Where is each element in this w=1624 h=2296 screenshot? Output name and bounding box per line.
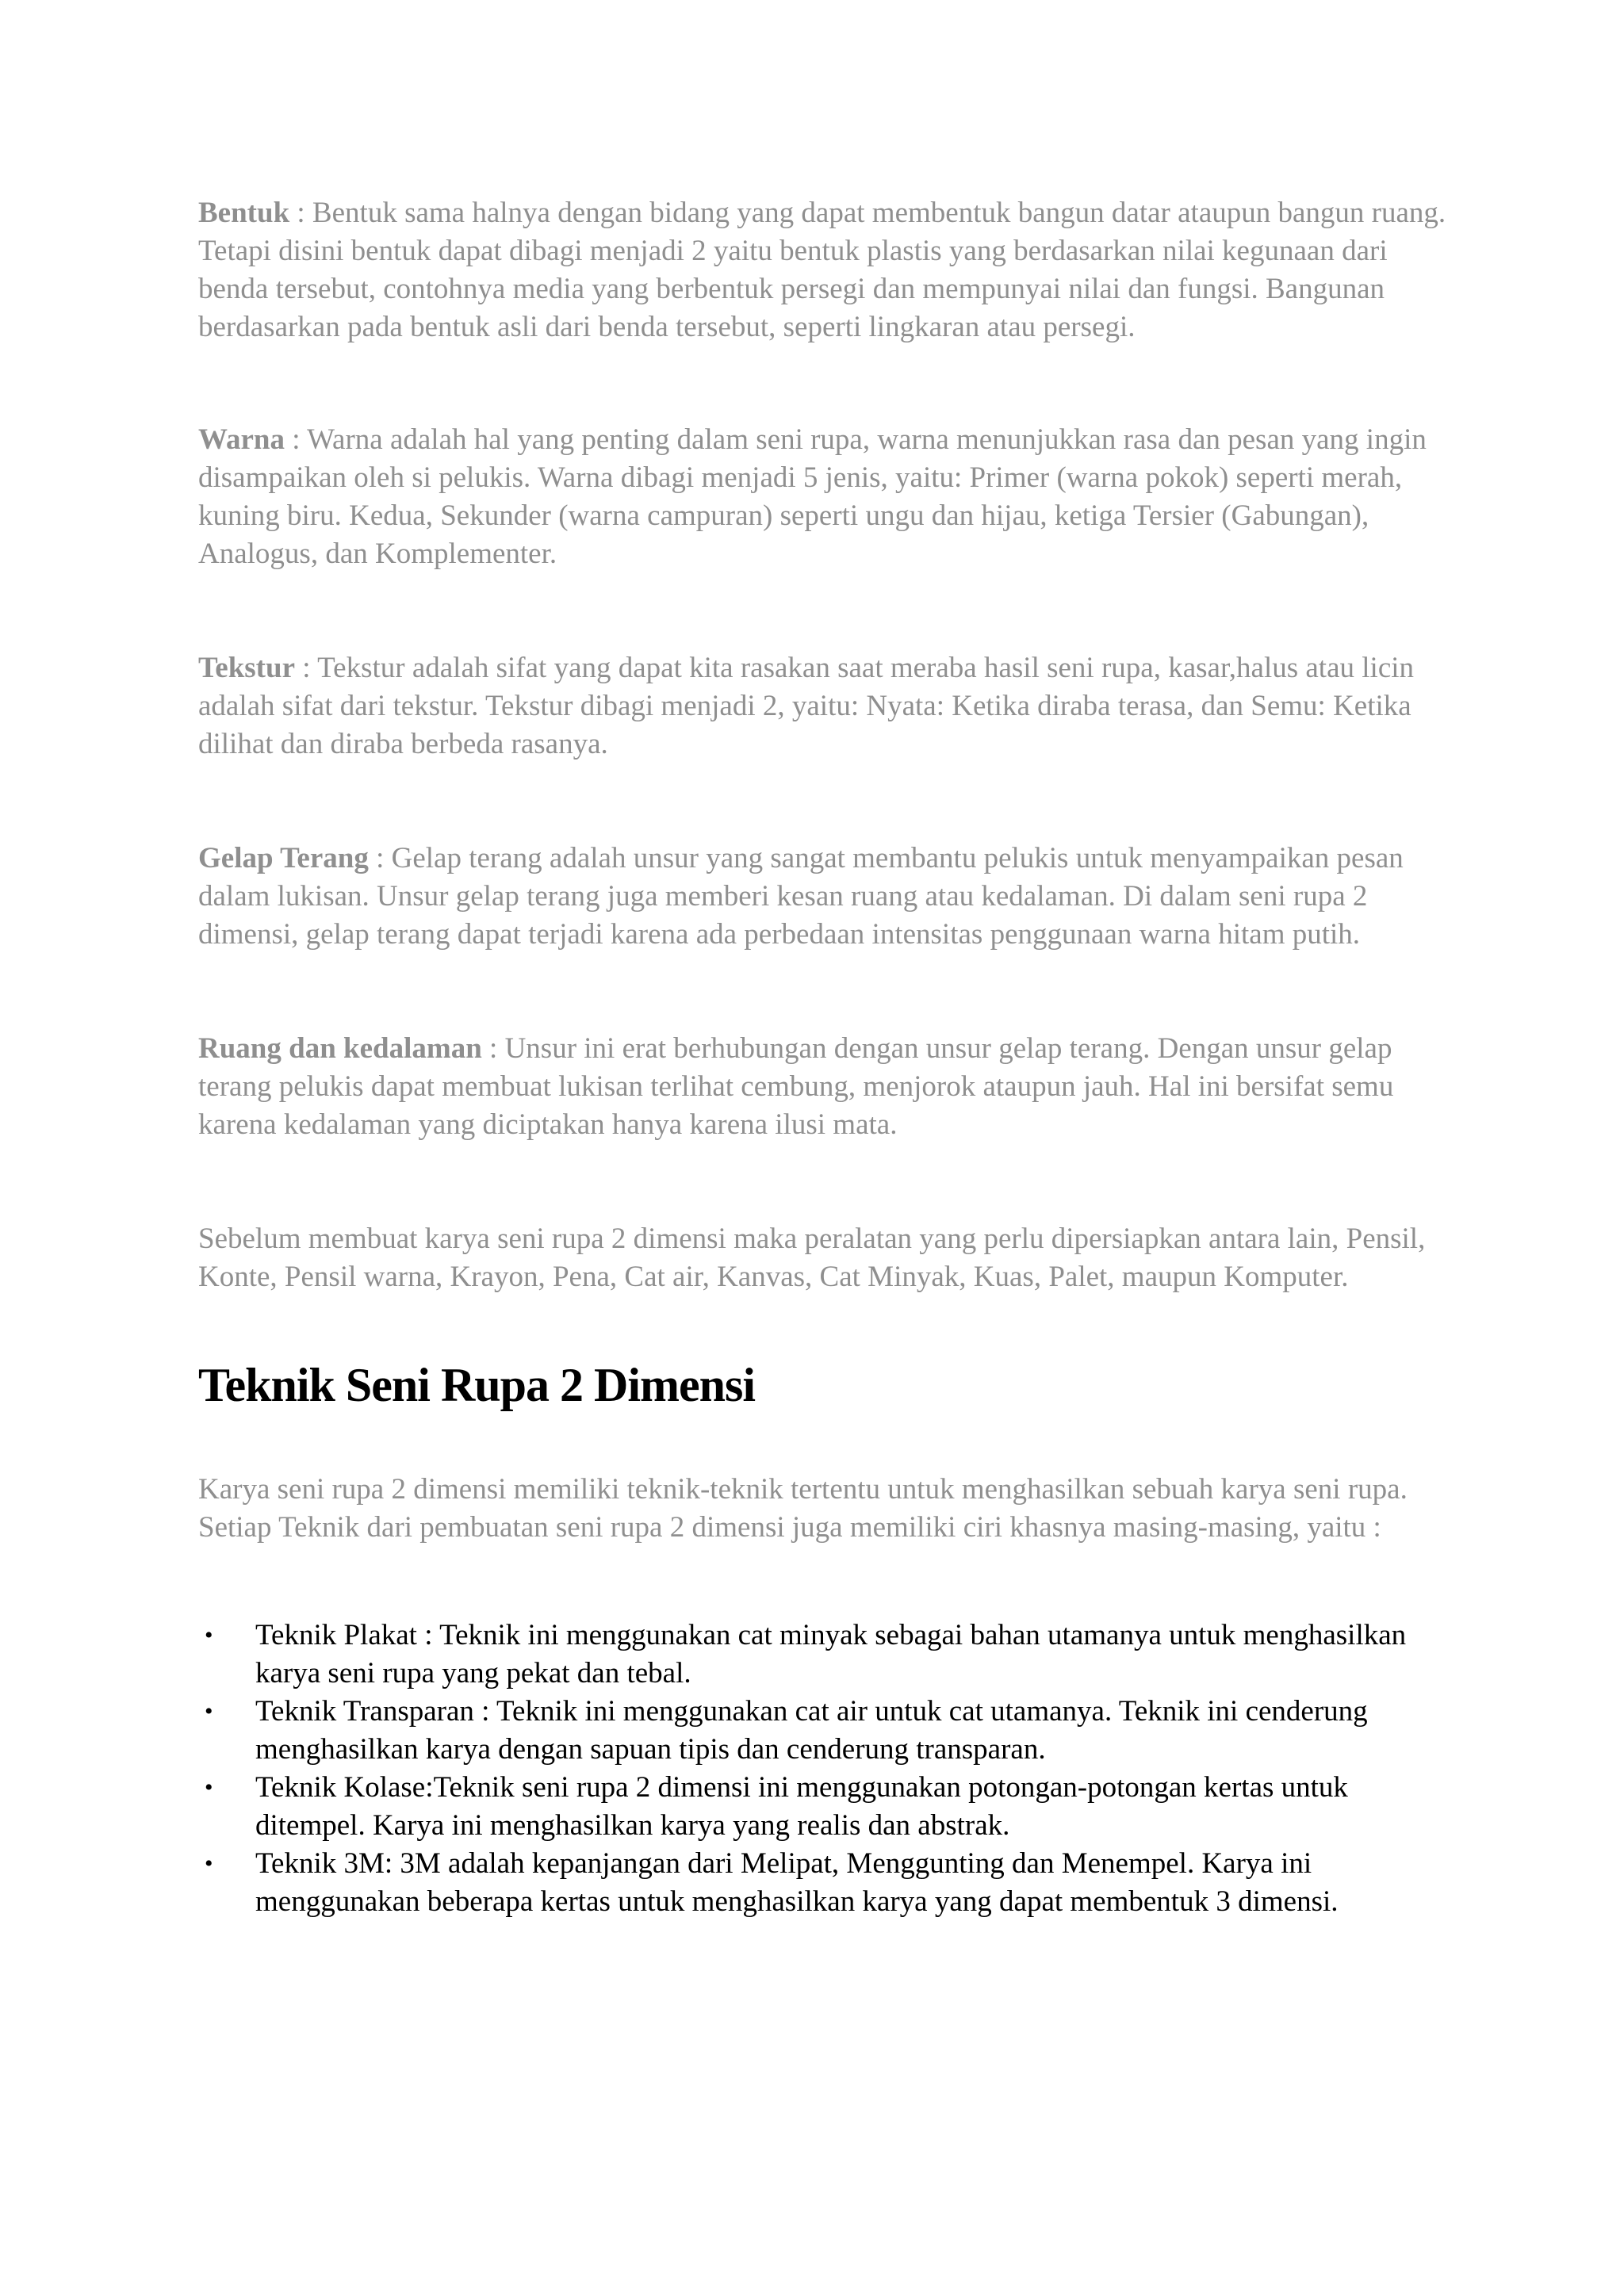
bullet-icon: •: [205, 1774, 213, 1800]
paragraph-gelap-terang: [198, 840, 1451, 954]
text-warna: : Warna adalah hal yang penting dalam seni rupa, warna menunjukkan rasa dan pesan yang ingin disampaikan oleh si pelukis. Warna dibagi menjadi 5 jenis, yaitu: Primer (warna pokok) seperti merah, kuning biru. Kedua, Sekunder (warna campuran) seperti ungu dan hijau, ketiga Tersier (Gabungan), Analogus, dan Komplementer.: [198, 423, 1427, 570]
list-item-text: Teknik Plakat : Teknik ini menggunakan cat minyak sebagai bahan utamanya untuk menghasilkan karya seni rupa yang pekat dan tebal.: [255, 1619, 1407, 1689]
text-tekstur: : Tekstur adalah sifat yang dapat kita rasakan saat meraba hasil seni rupa, kasar,halus atau licin adalah sifat dari tekstur. Tekstur dibagi menjadi 2, yaitu: Nyata: Ketika diraba terasa, dan Semu: Ketika dilihat dan diraba berbeda rasanya.: [198, 652, 1415, 760]
term-bentuk: Bentuk: [198, 197, 290, 229]
list-item: [198, 1769, 1451, 1845]
section-heading: Teknik Seni Rupa 2 Dimensi: [198, 1359, 756, 1411]
list-item: [198, 1845, 1451, 1921]
paragraph-peralatan: Sebelum membuat karya seni rupa 2 dimensi maka peralatan yang perlu dipersiapkan antara lain, Pensil, Konte, Pensil warna, Krayon, Pena, Cat air, Kanvas, Cat Minyak, Kuas, Palet, maupun Komputer.: [198, 1223, 1426, 1293]
list-item-text: Teknik Kolase:Teknik seni rupa 2 dimensi ini menggunakan potongan-potongan kertas untuk ditempel. Karya ini menghasilkan karya yang realis dan abstrak.: [255, 1771, 1348, 1842]
term-gelap-terang: Gelap Terang: [198, 842, 369, 874]
bullet-icon: •: [205, 1850, 213, 1877]
list-item: [198, 1617, 1451, 1693]
term-ruang-kedalaman: Ruang dan kedalaman: [198, 1032, 482, 1065]
list-item-text: Teknik 3M: 3M adalah kepanjangan dari Melipat, Menggunting dan Menempel. Karya ini menggunakan beberapa kertas untuk menghasilkan karya yang dapat membentuk 3 dimensi.: [255, 1847, 1339, 1918]
paragraph-tekstur: [198, 649, 1451, 763]
paragraph-warna: [198, 421, 1451, 573]
bullet-icon: •: [205, 1698, 213, 1724]
paragraph-bentuk: [198, 194, 1451, 346]
list-item: [198, 1693, 1451, 1769]
text-gelap-terang: : Gelap terang adalah unsur yang sangat membantu pelukis untuk menyampaikan pesan dalam lukisan. Unsur gelap terang juga memberi kesan ruang atau kedalaman. Di dalam seni rupa 2 dimensi, gelap terang dapat terjadi karena ada perbedaan intensitas penggunaan warna hitam putih.: [198, 842, 1404, 951]
bullet-icon: •: [205, 1622, 213, 1648]
technique-list: [198, 1617, 1451, 1921]
paragraph-ruang-kedalaman: [198, 1030, 1451, 1144]
term-tekstur: Tekstur: [198, 652, 296, 684]
text-ruang-kedalaman: : Unsur ini erat berhubungan dengan unsur gelap terang. Dengan unsur gelap terang pelukis dapat membuat lukisan terlihat cembung, menjorok ataupun jauh. Hal ini bersifat semu karena kedalaman yang diciptakan hanya karena ilusi mata.: [198, 1032, 1394, 1141]
list-item-text: Teknik Transparan : Teknik ini menggunakan cat air untuk cat utamanya. Teknik ini cenderung menghasilkan karya dengan sapuan tipis dan cenderung transparan.: [255, 1695, 1368, 1766]
term-warna: Warna: [198, 423, 285, 456]
document-page: [198, 194, 1451, 1921]
text-bentuk: : Bentuk sama halnya dengan bidang yang dapat membentuk bangun datar ataupun bangun ruang. Tetapi disini bentuk dapat dibagi menjadi 2 yaitu bentuk plastis yang berdasarkan nilai kegunaan dari benda tersebut, contohnya media yang berbentuk persegi dan mempunyai nilai dan fungsi. Bangunan berdasarkan pada bentuk asli dari benda tersebut, seperti lingkaran atau persegi.: [198, 197, 1446, 343]
paragraph-intro: Karya seni rupa 2 dimensi memiliki teknik-teknik tertentu untuk menghasilkan sebuah karya seni rupa. Setiap Teknik dari pembuatan seni rupa 2 dimensi juga memiliki ciri khasnya masing-masing, yaitu :: [198, 1473, 1408, 1544]
